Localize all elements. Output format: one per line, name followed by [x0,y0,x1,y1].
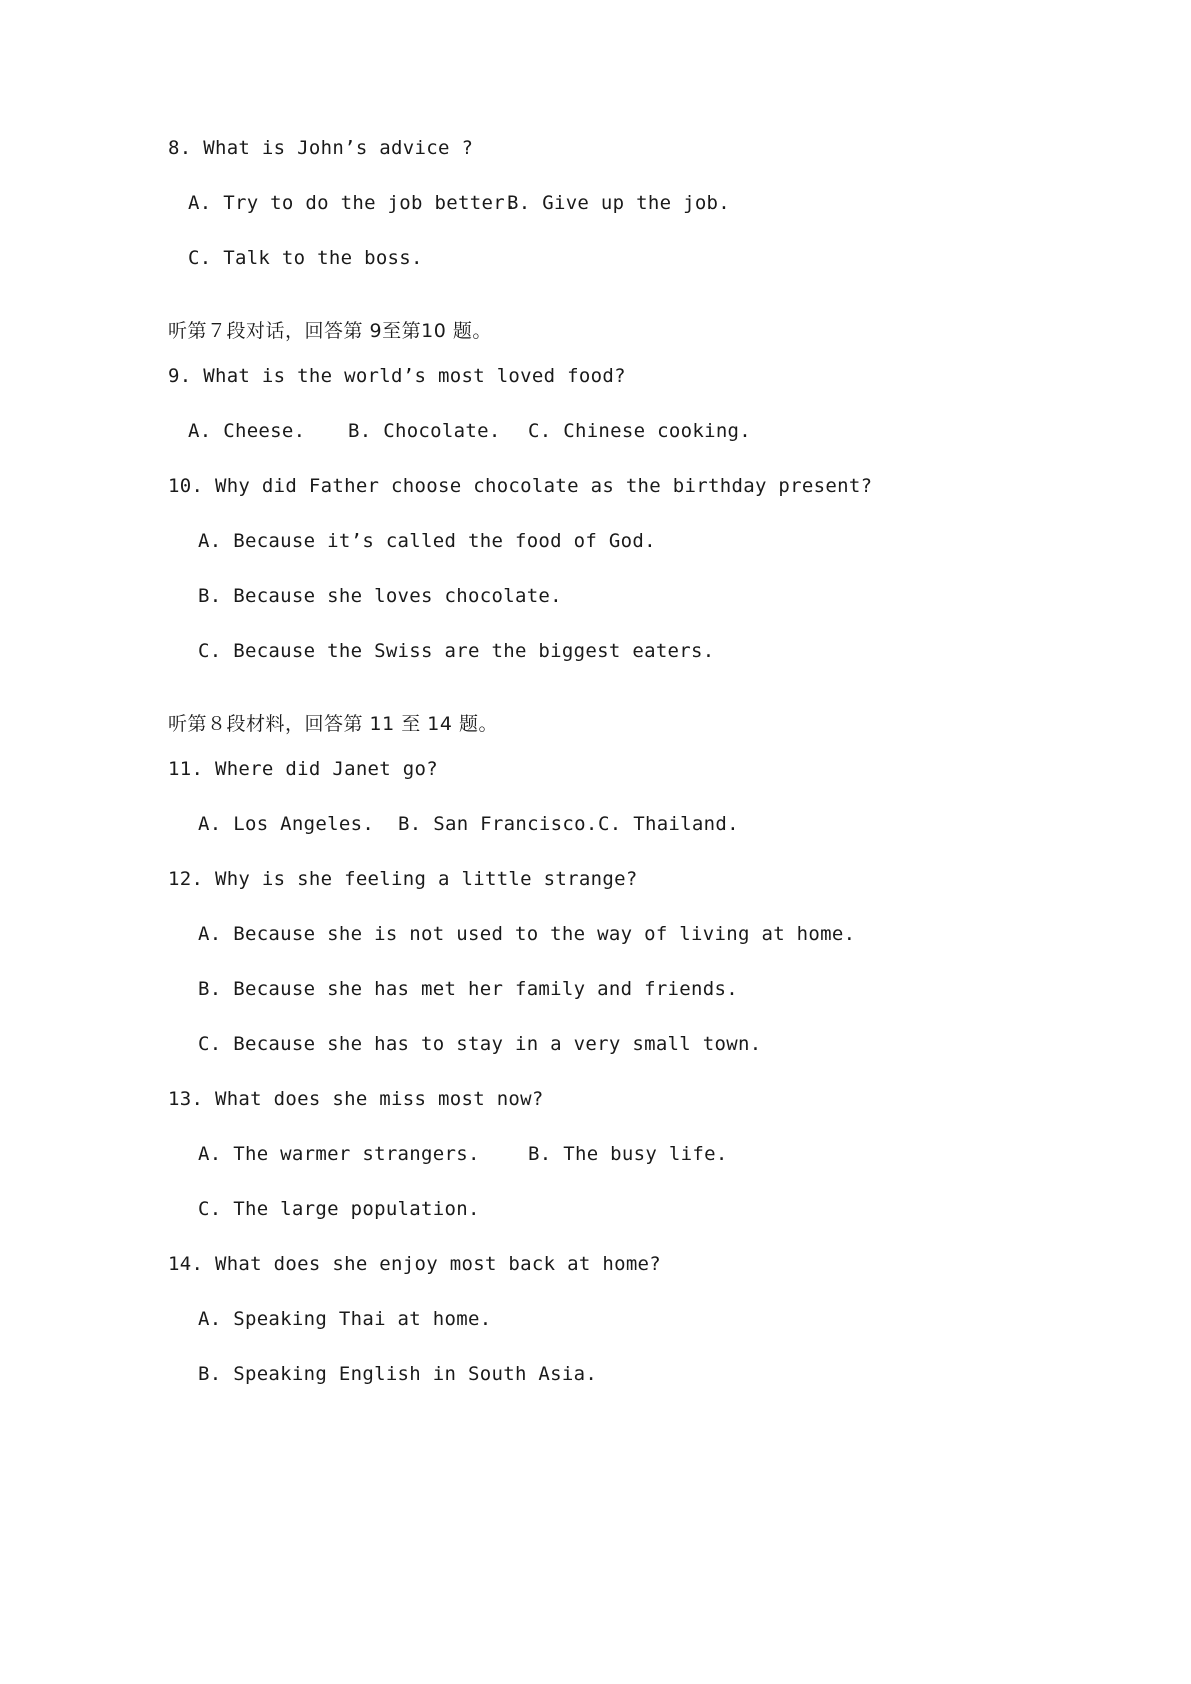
question-9-option-c: C. Chinese cooking. [528,420,752,442]
question-13-option-b: B. The busy life. [528,1143,728,1165]
question-9-option-a: A. Cheese. [188,420,306,442]
question-14: 14. What does she enjoy most back at home? [168,1253,662,1275]
question-10: 10. Why did Father choose chocolate as the birthday present? [168,475,873,497]
question-13-option-c: C. The large population. [198,1198,480,1220]
question-14-option-a: A. Speaking Thai at home. [198,1308,492,1330]
question-13: 13. What does she miss most now? [168,1088,544,1110]
question-10-option-c: C. Because the Swiss are the biggest eaters. [198,640,715,662]
question-11: 11. Where did Janet go? [168,758,438,780]
section-8-instruction: 听第８段材料，回答第 11 至 14 题。 [168,713,499,735]
question-8: 8. What is John’s advice ? [168,137,474,159]
question-10-option-a: A. Because it’s called the food of God. [198,530,656,552]
question-14-option-b: B. Speaking English in South Asia. [198,1363,598,1385]
question-12-option-c: C. Because she has to stay in a very small town. [198,1033,762,1055]
question-8-option-b: B. Give up the job. [507,192,731,214]
question-13-option-a: A. The warmer strangers. [198,1143,480,1165]
question-12-option-a: A. Because she is not used to the way of living at home. [198,923,856,945]
question-8-option-c: C. Talk to the boss. [188,247,423,269]
question-12: 12. Why is she feeling a little strange? [168,868,638,890]
section-7-instruction: 听第７段对话，回答第 9至第10 题。 [168,320,492,342]
question-12-option-b: B. Because she has met her family and friends. [198,978,738,1000]
question-8-option-a: A. Try to do the job better. [188,192,517,214]
question-11-option-c: C. Thailand. [598,813,739,835]
question-10-option-b: B. Because she loves chocolate. [198,585,562,607]
question-9-option-b: B. Chocolate. [348,420,501,442]
question-11-option-a: A. Los Angeles. [198,813,375,835]
question-11-option-b: B. San Francisco. [398,813,598,835]
question-9: 9. What is the world’s most loved food? [168,365,626,387]
